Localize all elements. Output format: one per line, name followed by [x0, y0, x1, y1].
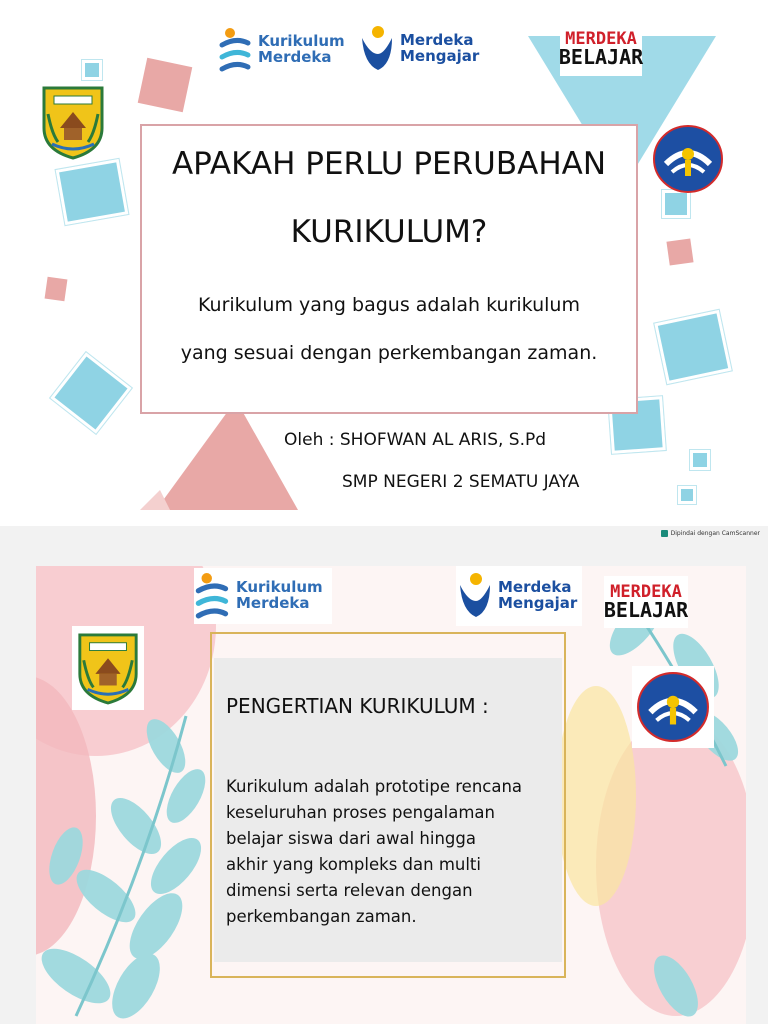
camscanner-text: Dipindai dengan CamScanner	[670, 530, 760, 537]
pink-square-1	[138, 58, 193, 113]
regional-emblem-icon	[74, 630, 142, 706]
mm-line2: Mengajar	[400, 47, 480, 65]
mb2-line1: MERDEKA	[610, 582, 682, 603]
title-card	[140, 124, 638, 414]
slide-2	[36, 566, 746, 1024]
slide1-body-line2: yang sesuai dengan perkembangan zaman.	[180, 342, 598, 364]
slide2-body-line: belajar siswa dari awal hingga	[226, 829, 476, 848]
slide2-body-line: dimensi serta relevan dengan	[226, 881, 473, 900]
camscanner-icon	[661, 530, 668, 537]
tut-wuri-handayani-icon	[636, 671, 710, 743]
mb-line1: MERDEKA	[565, 29, 637, 50]
tut-wuri-handayani-icon	[652, 124, 724, 194]
merdeka-mengajar-logo-icon	[456, 571, 494, 621]
slide1-title-line1: APAKAH PERLU PERUBAHAN	[171, 146, 607, 182]
mm-line1: Merdeka	[400, 31, 474, 50]
slide2-body-line: Kurikulum adalah prototipe rencana	[226, 777, 523, 796]
mb-line2: BELAJAR	[558, 44, 644, 69]
mb2-line2: BELAJAR	[603, 597, 689, 622]
kurikulum-merdeka-logo	[218, 24, 354, 76]
kurikulum-merdeka-logo-icon	[218, 27, 254, 73]
kurikulum-merdeka-logo-icon	[194, 572, 232, 620]
regional-emblem-icon	[38, 84, 108, 160]
mm2-line1: Merdeka	[498, 578, 572, 597]
slide2-body-line: akhir yang kompleks dan multi	[226, 855, 481, 874]
camscanner-note	[661, 530, 760, 537]
merdeka-mengajar-logo-2	[456, 566, 582, 626]
pink-square-3	[666, 238, 693, 265]
km2-line1: Kurikulum	[236, 578, 323, 597]
km-line2: Merdeka	[258, 48, 332, 66]
author-name: Oleh : SHOFWAN AL ARIS, S.Pd	[284, 430, 547, 450]
kurikulum-merdeka-logo-2	[194, 568, 332, 624]
slide1-body-line1: Kurikulum yang bagus adalah kurikulum	[198, 294, 580, 316]
merdeka-mengajar-logo-icon	[358, 24, 396, 74]
slide2-title: PENGERTIAN KURIKULUM :	[226, 694, 489, 718]
merdeka-belajar-logo-2	[604, 576, 688, 628]
slide1-title-line2: KURIKULUM?	[290, 214, 488, 250]
teal-square-4	[662, 190, 690, 218]
mm2-line2: Mengajar	[498, 594, 578, 612]
slide2-body	[226, 774, 566, 930]
pink-square-2	[45, 277, 68, 302]
teal-square-2	[82, 60, 102, 80]
slide2-body-line: perkembangan zaman.	[226, 907, 417, 926]
regional-emblem-box-2	[72, 626, 144, 710]
merdeka-belajar-logo	[560, 22, 642, 76]
slide2-body-line: keseluruhan proses pengalaman	[226, 803, 496, 822]
km2-line2: Merdeka	[236, 594, 310, 612]
pink-triangle-bottom	[156, 400, 298, 510]
teal-square-8	[678, 486, 696, 504]
teal-square-7	[690, 450, 710, 470]
teal-square-1	[56, 159, 129, 225]
merdeka-mengajar-logo	[358, 18, 482, 80]
km-line1: Kurikulum	[258, 32, 345, 51]
school-name: SMP NEGERI 2 SEMATU JAYA	[342, 472, 580, 492]
tut-wuri-box	[632, 666, 714, 748]
